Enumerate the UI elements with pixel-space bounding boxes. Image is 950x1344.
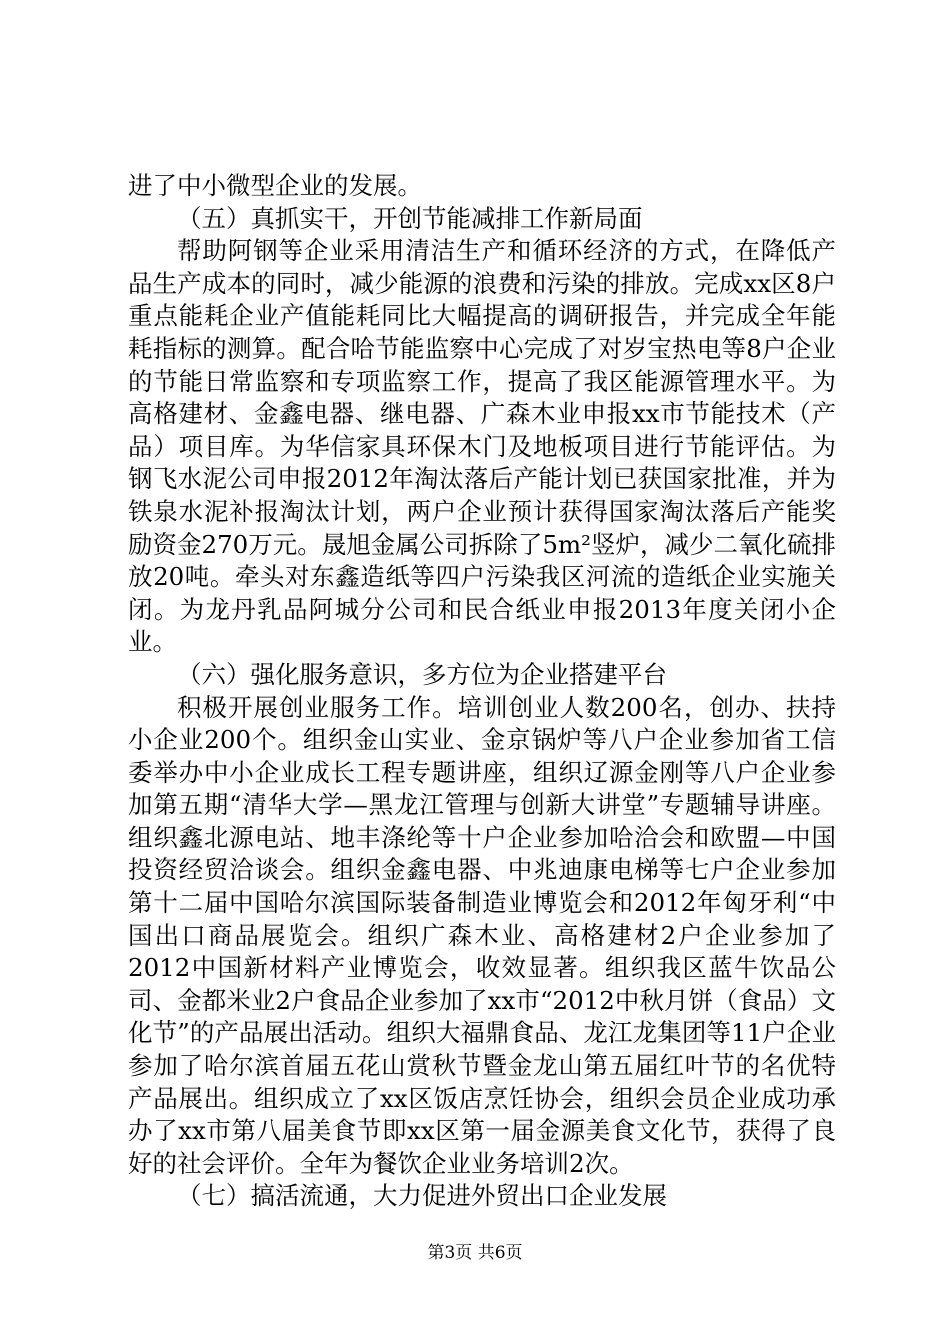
- paragraph: 积极开展创业服务工作。培训创业人数200名，创办、扶持小企业200个。组织金山实业、金京锅炉等八户企业参加省工信委举办中小企业成长工程专题讲座，组织辽源金刚等八户企业参加第五期“清华大学—黑龙江管理与创新大讲堂”专题辅导讲座。组织鑫北源电站、地丰涤纶等十户企业参加哈洽会和欧盟—中国投资经贸洽谈会。组织金鑫电器、中兆迪康电梯等七户企业参加第十二届中国哈尔滨国际装备制造业博览会和2012年匈牙利“中国出口商品展览会。组织广森木业、高格建材2户企业参加了2012中国新材料产业博览会，收效显著。组织我区蓝牛饮品公司、金都米业2户食品企业参加了xx市“2012中秋月饼（食品）文化节”的产品展出活动。组织大福鼎食品、龙江龙集团等11户企业参加了哈尔滨首届五花山赏秋节暨金龙山第五届红叶节的名优特产品展出。组织成立了xx区饭店烹饪协会，组织会员企业成功承办了xx市第八届美食节即xx区第一届金源美食文化节，获得了良好的社会评价。全年为餐饮企业业务培训2次。: [128, 692, 836, 1178]
- section-heading-5: （五）真抓实干，开创节能减排工作新局面: [177, 203, 643, 233]
- page-number-label: 第3页 共6页: [427, 1243, 523, 1263]
- document-body: [128, 170, 836, 1213]
- section-heading-6: （六）强化服务意识，多方位为企业搭建平台: [177, 659, 667, 689]
- paragraph: 帮助阿钢等企业采用清洁生产和循环经济的方式，在降低产品生产成本的同时，减少能源的浪费和污染的排放。完成xx区8户重点能耗企业产值能耗同比大幅提高的调研报告，并完成全年能耗指标的测算。配合哈节能监察中心完成了对岁宝热电等8户企业的节能日常监察和专项监察工作，提高了我区能源管理水平。为高格建材、金鑫电器、继电器、广森木业申报xx市节能技术（产品）项目库。为华信家具环保木门及地板项目进行节能评估。为钢飞水泥公司申报2012年淘汰落后产能计划已获国家批准，并为铁泉水泥补报淘汰计划，两户企业预计获得国家淘汰落后产能奖励资金270万元。晟旭金属公司拆除了5m²竖炉，减少二氧化硫排放20吨。牵头对东鑫造纸等四户污染我区河流的造纸企业实施关闭。为龙丹乳品阿城分公司和民合纸业申报2013年度关闭小企业。: [128, 236, 836, 657]
- paragraph: 进了中小微型企业的发展。: [128, 171, 422, 200]
- page-footer: [0, 1243, 950, 1263]
- section-heading-7: （七）搞活流通，大力促进外贸出口企业发展: [177, 1181, 667, 1211]
